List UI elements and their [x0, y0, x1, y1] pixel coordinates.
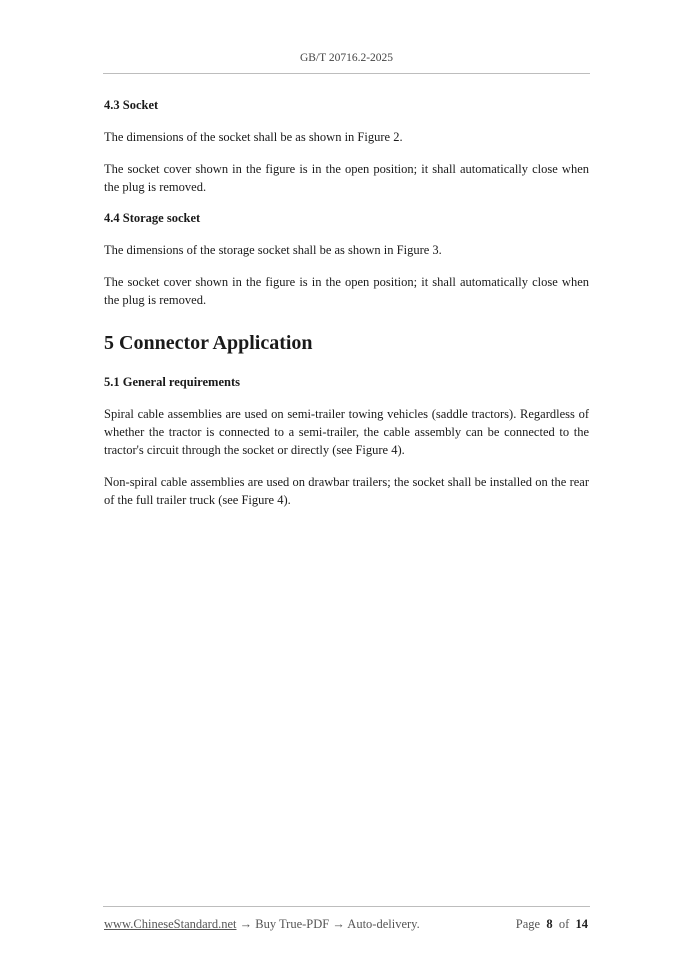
section-5-1-heading: 5.1 General requirements: [104, 375, 240, 389]
section-4-3-paragraph-1: The dimensions of the socket shall be as shown in Figure 2.: [104, 130, 403, 144]
section-4-4-paragraph-1: The dimensions of the storage socket shall be as shown in Figure 3.: [104, 243, 442, 257]
total-page-count: 14: [575, 917, 588, 931]
footer-divider: [103, 906, 590, 907]
header-divider: [103, 73, 590, 74]
footer-tagline: → Buy True-PDF → Auto-delivery.: [236, 917, 420, 931]
section-4-3-heading: 4.3 Socket: [104, 98, 159, 112]
section-4-4-paragraph-2: The socket cover shown in the figure is in the open position; it shall automatically close when the plug is removed.: [104, 275, 589, 307]
page-indicator: [516, 917, 588, 932]
section-5-1-paragraph-1: Spiral cable assemblies are used on semi-trailer towing vehicles (saddle tractors). Regardless of whether the tractor is connected to a semi-trailer, the cable assembly can be connected to the tractor's circuit through the socket or directly (see Figure 4).: [104, 407, 589, 457]
footer: [104, 917, 588, 932]
current-page-number: 8: [546, 917, 553, 931]
section-4-3-paragraph-2: The socket cover shown in the figure is in the open position; it shall automatically close when the plug is removed.: [104, 162, 589, 194]
page-word: Page: [515, 917, 541, 931]
footer-left: [104, 917, 420, 932]
of-word: of: [558, 917, 570, 931]
section-5-heading: 5 Connector Application: [104, 332, 313, 354]
page-content: [104, 97, 589, 523]
website-link[interactable]: www.ChineseStandard.net: [104, 917, 237, 931]
section-5-1-paragraph-2: Non-spiral cable assemblies are used on drawbar trailers; the socket shall be installed on the rear of the full trailer truck (see Figure 4).: [104, 475, 589, 507]
section-4-4-heading: 4.4 Storage socket: [104, 211, 201, 225]
document-id-header: GB/T 20716.2-2025: [299, 52, 394, 64]
